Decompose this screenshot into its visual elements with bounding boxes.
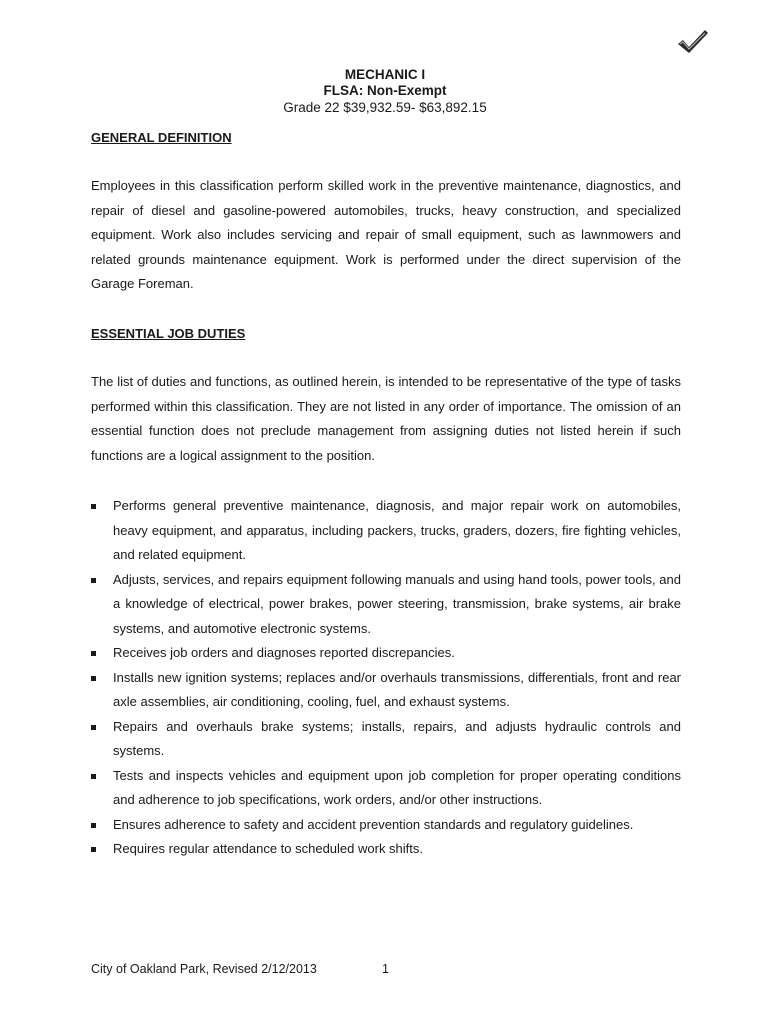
general-definition-heading: GENERAL DEFINITION (91, 130, 232, 145)
bullet-icon (91, 504, 96, 509)
list-item (91, 837, 681, 862)
list-item (91, 494, 681, 568)
footer-organization: City of Oakland Park, Revised 2/12/2013 (91, 962, 317, 976)
duty-text: Tests and inspects vehicles and equipment upon job completion for proper operating conditions and adherence to job specifications, work orders, and/or other instructions. (113, 767, 681, 807)
duty-text: Requires regular attendance to scheduled work shifts. (113, 841, 424, 856)
list-item (91, 641, 681, 666)
duty-text: Performs general preventive maintenance, diagnosis, and major repair work on automobiles, heavy equipment, and apparatus, including packers, trucks, graders, dozers, fire fighting vehicles, and related equipment. (113, 498, 681, 562)
bullet-icon (91, 847, 96, 852)
list-item (91, 813, 681, 838)
bullet-icon (91, 725, 96, 730)
page-number: 1 (382, 962, 389, 976)
bullet-icon (91, 823, 96, 828)
duty-text: Installs new ignition systems; replaces and/or overhauls transmissions, differentials, front and rear axle assemblies, air conditioning, cooling, fuel, and exhaust systems. (113, 669, 681, 709)
bullet-icon (91, 578, 96, 583)
pay-grade: Grade 22 $39,932.59- $63,892.15 (283, 100, 487, 115)
essential-duties-intro: The list of duties and functions, as outlined herein, is intended to be representative of the type of tasks performed within this classification. They are not listed in any order of importance. The omission of an essential function does not preclude management from assigning duties not listed herein if such functions are a logical assignment to the position. (91, 374, 681, 463)
document-title: MECHANIC I (344, 67, 426, 82)
bullet-icon (91, 676, 96, 681)
list-item (91, 715, 681, 764)
bullet-icon (91, 774, 96, 779)
general-definition-text: Employees in this classification perform skilled work in the preventive maintenance, diagnostics, and repair of diesel and gasoline-powered automobiles, trucks, heavy construction, and specialized equipment. Work also includes servicing and repair of small equipment, such as lawnmowers and related grounds maintenance equipment. Work is performed under the direct supervision of the Garage Foreman. (91, 178, 681, 291)
checkmark-icon (676, 28, 710, 56)
duty-text: Ensures adherence to safety and accident prevention standards and regulatory guidelines. (113, 816, 634, 832)
essential-duties-heading: ESSENTIAL JOB DUTIES (91, 326, 246, 341)
duty-text: Adjusts, services, and repairs equipment following manuals and using hand tools, power tools, and a knowledge of electrical, power brakes, power steering, transmission, brake systems, air brake systems, and automotive electronic systems. (113, 571, 681, 636)
flsa-status: FLSA: Non-Exempt (323, 83, 447, 98)
list-item (91, 568, 681, 642)
bullet-icon (91, 651, 96, 656)
duties-list (91, 494, 681, 862)
list-item (91, 764, 681, 813)
duty-text: Receives job orders and diagnoses reported discrepancies. (113, 645, 455, 660)
list-item (91, 666, 681, 715)
duty-text: Repairs and overhauls brake systems; installs, repairs, and adjusts hydraulic controls and systems. (113, 718, 681, 758)
